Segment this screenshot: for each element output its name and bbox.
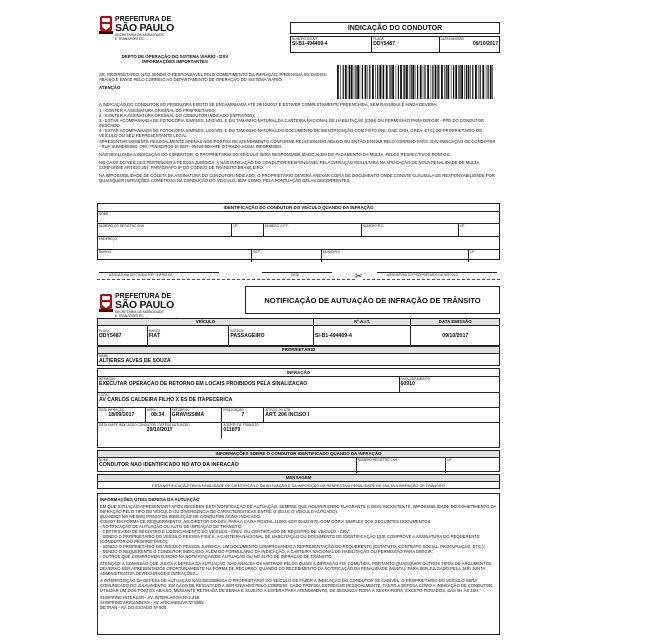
attention-title: ATENÇÃO <box>99 85 121 90</box>
defesa-para: - CERTIFICADO DE REGISTRO E LICENCIAMENTO DO VEÍCULO - CRLV, OU CERTIFICADO DE REGISTRO DE VEÍCULO - CRV; <box>100 529 350 534</box>
secretaria-line-2: E TRANSPORTES <box>115 37 144 41</box>
ait-label: NÚMERO DO AIT <box>292 37 318 41</box>
n-proprietario: ALTIERES ALVES DE SOUZA <box>99 358 171 364</box>
posto-item: SHOPPING INTERLAR - AV. INTERLAGOS Nº 2.255 <box>100 595 200 600</box>
n-infracao-label: INFRAÇÃO <box>99 377 116 381</box>
defesa-para: - SENDO O PROPRIETÁRIO DO VEÍCULO PESSOA FÍSICA, A CARTEIRA NACIONAL DE HABILITAÇÃO OU DOCUMENTO DE IDENTIFICAÇÃO QUE COMPROVE A ASSINATURA DO REQUERENTE (CONDUTOR OU PROPRIETÁRIO); <box>100 534 480 544</box>
attention-item: NÃO REALIZADA A INDICAÇÃO DO CONDUTOR, O PROPRIETÁRIO DO VEÍCULO SERÁ RESPONSABILIZADO ALÉM DO PAGAMENTO DA MULTA, PELOS RESPECTIVOS PONTOS. <box>99 152 451 157</box>
form-nome-field[interactable] <box>98 212 499 224</box>
posto-item: DETRAN - AV. DO ESTADO Nº 900 <box>100 605 167 610</box>
n-placa-label: PLACA <box>99 329 110 333</box>
info-subtitle: INFORMAÇÕES IMPORTANTES <box>142 59 208 64</box>
attention-item: A INDICAÇÃO DO CONDUTOR SÓ PRODUZIRÁ EFEITO SE ENCAMINHADA ATÉ 29/10/2017 E ESTIVER COMPLETAMENTE PREENCHIDA, SEM RASURAS E AINDA DEVERÁ: <box>99 102 438 107</box>
secretaria-line-1: SECRETARIA DE MOBILIDADE <box>115 33 164 37</box>
n-infracao: EXECUTAR OPERACAO DE RETORNO EM LOCAIS PROIBIDOS PELA SINALIZACAO <box>99 381 308 387</box>
form-cpf-label: NÚMERO C.P.F. <box>265 224 289 228</box>
notif-secretaria-2: E TRANSPORTES <box>115 314 144 318</box>
data-value: 09/10/2017 <box>472 41 498 47</box>
n-artigo: ART. 206 INCISO I <box>265 412 310 418</box>
c-nome-label: NOME <box>99 458 109 462</box>
n-data-label: DATA INFRAÇÃO <box>99 408 125 412</box>
form-title: INDICAÇÃO DO CONDUTOR <box>347 25 443 32</box>
form-cnh-field[interactable] <box>98 224 232 236</box>
form-cpf-field[interactable] <box>264 224 362 236</box>
proprietario-header: PROPRIETÁRIO <box>281 347 316 352</box>
n-especie-label: ESPÉCIE <box>230 329 245 333</box>
n-nome-label: NOME <box>99 354 109 358</box>
attention-item: 2 - CONTER A ASSINATURA ORIGINAL DO CONDUTOR INDICADO (INFRATOR); <box>99 113 255 118</box>
sig-condutor-label: ASSINATURA DO CONDUTOR / INFRATOR <box>109 273 173 277</box>
defesa-para: COMO? EM FORMA DE REQUERIMENTO, AO DIRETOR DO DSV, PARA A CAIXA POSTAL 11060, CEP 05422-970, COM CÓPIA SIMPLES DOS SEGUINTES DOCUMENTOS: <box>100 519 432 524</box>
posto-item: SHOPPING ARICANDUVA - AV. ARICANDUVA Nº 5555 <box>100 600 204 605</box>
form-cep-label: CEP <box>253 250 260 254</box>
form-municipio-field[interactable] <box>322 250 469 262</box>
n-placa: DDY5487 <box>99 333 122 339</box>
condutor-info-header: INFORMAÇÕES SOBRE O CONDUTOR IDENTIFICADO QUANDO DA INFRAÇÃO <box>215 451 382 456</box>
notif-city-line-2: SÃO PAULO <box>115 299 174 311</box>
cut-line <box>97 279 500 280</box>
form-bairro-label: BAIRRO <box>99 250 112 254</box>
sig-proprietario-label: ASSINATURA DO PROPRIETÁRIO DO VEÍCULO <box>387 273 459 277</box>
defesa-para: EM QUE SITUAÇÃO APRESENTAR? APÓS RECEBER ESTA NOTIFICAÇÃO DE AUTUAÇÃO, SEMPRE QUE HOUVER ERRO FLAGRANTE (LOCAL INEXISTENTE, IMPOSSIBILIDADE DO COMETIMENTO DA INFRAÇÃO PELO TIPO DO VEÍCULO OU DIVERGÊNCIA DE CARACTERÍSTICAS ENTRE O SEU E O VEÍCULO AUTUADO). <box>100 504 497 514</box>
infracao-block <box>97 368 500 448</box>
n-marca-label: MARCA <box>148 329 161 333</box>
n-pontuacao-label: PONTUAÇÃO <box>223 408 244 412</box>
n-marca: FIAT <box>148 333 160 339</box>
defesa-block <box>97 493 500 635</box>
form-uf-label: UF <box>233 224 238 228</box>
form-rg-field[interactable] <box>362 224 460 236</box>
n-hora-label: HORA <box>146 408 156 412</box>
n-emissao: 09/10/2017 <box>442 333 469 339</box>
form-cep-field[interactable] <box>252 250 322 262</box>
form-uf2-field[interactable] <box>459 224 499 236</box>
proprietario-block <box>97 346 500 366</box>
defesa-para: A INTERPOSIÇÃO DA DEFESA DE AUTUAÇÃO NÃO DESOBRIGA O PROPRIETÁRIO DO VEÍCULO DE FAZER A INDICAÇÃO DO CONDUTOR SE CABÍVEL. O PROPRIETÁRIO DO VEÍCULO SERÁ COMUNICADO DO JULGAMENTO, EM CASO DE RESULTADO A SER ENVIADO PELO CORREIO. CASO PREFIRA ENTREGAR PESSOALMENTE, TANTO A DEFESA COMO A INDICAÇÃO DE CONDUTOR, UTILIZAR UM DOS POSTOS ABAIXO, MEDIANTE RETIRADA DE SENHA E SUJEITO A ESPERA PARA ATENDIMENTO, DE SEGUNDA-FEIRA À SEXTA-FEIRA, EXCETO FERIADOS, DAS 9H ÀS 16H. <box>100 578 494 593</box>
n-agente: 011879 <box>223 427 241 433</box>
n-ait: SI-B1-494409-4 <box>314 333 352 339</box>
form-uf3-label: UF <box>470 250 475 254</box>
infracao-header: INFRAÇÃO <box>286 370 311 375</box>
n-limite: 29/10/2017 <box>146 427 173 433</box>
sig-data-label: DATA <box>291 273 300 277</box>
mensagem-header: MENSAGEM <box>285 475 312 480</box>
ait-value: SI-B1-494409-4 <box>292 41 328 47</box>
c-uf-label: UF <box>447 458 452 462</box>
form-cnh-label: NÚMERO DO REGISTRO CNH <box>99 224 145 228</box>
condutor-form-title: IDENTIFICAÇÃO DO CONDUTOR DO VEÍCULO QUANDO DA INFRAÇÃO <box>223 205 374 210</box>
notif-title-box <box>245 286 500 314</box>
n-artigo-label: ARTIGO DO CTB <box>265 408 291 412</box>
ait-header: Nº A.I.T. <box>354 319 371 324</box>
form-bairro-field[interactable] <box>98 250 252 262</box>
document-page <box>97 10 500 635</box>
condutor-form <box>97 203 500 260</box>
n-pontuacao: 7 <box>241 412 245 418</box>
intro-text: SR. PROPRIETÁRIO, NÃO SENDO O RESPONSÁVEL PELO COMETIMENTO DA INFRAÇÃO, PREENCHA OS DADOS ABAIXO E ENVIE PELO CORREIO AO DEPARTAMENTO DE OPERAÇÃO DO SISTEMA VIÁRIO. <box>99 72 326 82</box>
emissao-header: DATA EMISSÃO <box>438 319 472 324</box>
defesa-para: - OUTROS QUE COMPROVEM O ERRO NA NOTIFICAÇÃO DE AUTUAÇÃO OU NO AUTO DE INFRAÇÃO DE TRÂNSITO. <box>100 554 333 559</box>
attention-item: APRESENTAR SOMENTE PESSOALMENTE APENAS NOS POSTOS DE ATENDIMENTO CONFORME RELACIONADO ABAIXO OU ENTÃO ENVIAR PELO CORREIO PARA: DSV-INDICAÇÃO DE CONDUTOR - RUA SUMIDOURO, 740 - PINHEIROS 6º SEP - 05428-900 ATÉ O PRAZO ACIMA INFORMADO. <box>99 139 496 149</box>
n-local-label: LOCAL <box>99 393 110 397</box>
n-especie: PASSAGEIRO <box>230 333 265 339</box>
city-line-2: SÃO PAULO <box>115 22 174 34</box>
c-nome: CONDUTOR NAO IDENTIFICADO NO ATO DA INFRACAO <box>99 462 239 468</box>
defesa-para: - NOTIFICAÇÃO DE AUTUAÇÃO OU AUTO DE INFRAÇÃO DE TRÂNSITO; <box>100 524 243 529</box>
sao-paulo-coat-of-arms-icon-2 <box>99 292 113 314</box>
n-natureza: GRAVISSIMA <box>171 412 205 418</box>
form-endereco-field[interactable] <box>98 237 499 250</box>
form-uf2-label: UF <box>460 224 465 228</box>
defesa-para: QUANDO? NO MESMO PRAZO DA INDICAÇÃO DE CONDUTOR ACIMA INDICADO. <box>100 514 261 519</box>
n-enquadramento-label: ENQUADRAMENTO <box>400 377 431 381</box>
notif-secretaria-1: SECRETARIA DE MOBILIDADE <box>115 310 164 314</box>
c-cnh-label: NÚMERO REGISTRO CNH <box>357 458 398 462</box>
form-nome-label: NOME <box>99 212 109 216</box>
barcode <box>335 65 495 99</box>
form-uf3-field[interactable] <box>469 250 499 262</box>
defesa-para: ATENÇÃO: A COMISSÃO QUE JULGA A DEFESA DA AUTUAÇÃO, NÃO ANALISA OS MOTIVOS PELOS QUAIS A INFRAÇÃO FOI COMETIDA. PORTANTO QUAISQUER OUTROS TIPOS DE ARGUMENTOS DEVERÃO SER APRESENTADOS OPORTUNAMENTE NA FORMA DE RECURSO, QUANDO DO RECEBIMENTO DA NOTIFICAÇÃO DA PENALIDADE (MULTA), PARA SER JULGADO PELA JARI JUNTA ADMINISTRATIVA DE RECURSOS E INFRAÇÕES. <box>100 561 492 576</box>
form-municipio-label: MUNICÍPIO <box>322 250 340 254</box>
attention-item: 4 - ESTAR ACOMPANHADA DE FOTOCÓPIA SIMPLES, LEGÍVEL E EM TAMANHO NATURAL DO DOCUMENTO DE IDENTIFICAÇÃO COM FOTO (RG, OAB, CNH, CREA, ETC) DO PROPRIETÁRIO DO VEÍCULO OU SEU REPRESENTANTE LEGAL. <box>99 128 482 138</box>
condutor-info-block <box>97 450 500 472</box>
attention-item: 3 - ESTAR ACOMPANHADA DE FOTOCÓPIA SIMPLES, LEGÍVEL E EM TAMANHO NATURAL DA CARTEIRA NACIONAL DE HABILITAÇÃO (CNH) OU PERMISSÃO PARA DIRIGIR - PPD DO CONDUTOR INDICADO. <box>99 118 485 128</box>
notif-title: NOTIFICAÇÃO DE AUTUAÇÃO DE INFRAÇÃO DE TRÂNSITO <box>264 296 481 305</box>
mensagem-block <box>97 474 500 489</box>
n-agente-label: AGENTE DE TRÂNSITO <box>223 423 259 427</box>
depto-title: DEPTO DE OPERAÇÃO DO SISTEMA VIÁRIO - DSV <box>121 54 229 59</box>
form-endereco-label: ENDEREÇO <box>99 237 118 241</box>
defesa-para: - SENDO O REQUERENTE O CONDUTOR INDICADO, ALÉM DO FORMULÁRIO DA INDICAÇÃO, A CARTEIRA NACIONAL DE HABILITAÇÃO OU PERMISSÃO PARA DIRIGIR; <box>100 549 433 554</box>
n-hora: 08:34 <box>151 412 165 418</box>
form-rg-label: NÚMERO R.G. <box>362 224 385 228</box>
attention-list <box>99 102 497 183</box>
attention-item: NA IMPOSSIBILIDADE DE COLETA DA ASSINATURA DO CONDUTOR INDICADO, O PROPRIETÁRIO DEVERÁ ANEXAR CÓPIA DE DOCUMENTO ONDE CONSTE CLÁUSULA DE RESPONSABILIDADE POR QUAISQUER INFRAÇÕES COMETIDAS NA CONDUÇÃO DO VEÍCULO, BEM COMO, PELA PONTUAÇÃO DELAS DECORRENTES. <box>99 173 495 183</box>
form-uf-field[interactable] <box>232 224 264 236</box>
attention-item: NO CASO DO VEÍCULO PERTENCER A PESSOA JURÍDICA, A NÃO INDICAÇÃO DO CONDUTOR RESPONSÁVEL PELA INFRAÇÃO RESULTARÁ NA APLICAÇÃO DE NOVA PENALIDADE DE MULTA, CONFORME ARTIGO 257, PARÁGRAFO 8º DO CÓDIGO DE TRÂNSITO BRASILEIRO. <box>99 160 481 170</box>
scissors-icon: ✂ <box>355 271 363 281</box>
notif-city-line-1: PREFEITURA DE <box>115 293 172 300</box>
city-line-1: PREFEITURA DE <box>115 16 172 23</box>
veiculo-block <box>97 318 500 346</box>
n-limite-label: DATA LIMITE INDICAÇÃO CONDUTOR / DEFESA AUTUAÇÃO <box>99 423 190 427</box>
sao-paulo-coat-of-arms-icon <box>99 14 113 36</box>
placa-label: PLACA <box>373 37 384 41</box>
defesa-para: - SENDO O PROPRIETÁRIO DO VEÍCULO PESSOA JURÍDICA, UM DOCUMENTO COMPROVANDO A REPRESENTAÇÃO DO REQUERENTE (ESTATUTO, CONTRATO SOCIAL, PROCURAÇÃO, ETC.); <box>100 544 485 549</box>
form-ids-row <box>290 36 500 53</box>
defesa-title: INFORMAÇÕES ÚTEIS DEFESA DA AUTUAÇÃO <box>100 497 200 502</box>
n-data: 18/09/2017 <box>108 412 135 418</box>
form-title-box <box>290 22 500 34</box>
n-local: AV CARLOS CALDEIRA FILHO X ES DE ITAPECERICA <box>99 397 233 403</box>
veiculo-header: VEÍCULO <box>195 319 216 324</box>
mensagem-text: ESTA NOTIFICAÇÃO TEM A FINALIDADE DE CIENTIFICÁ-LO DA AUTUAÇÃO E DA IMPOSIÇÃO DA RESPECTIVA PENALIDADE DE MULTA A INFRAÇÃO DE TRÂNSITO <box>152 484 445 488</box>
data-label: DATA EMISSÃO <box>440 37 464 41</box>
n-natureza-label: NATUREZA <box>171 408 189 412</box>
placa-value: DDY5487 <box>373 41 395 47</box>
attention-item: 1 - CONTER A ASSINATURA ORIGINAL DO PROPRIETÁRIO; <box>99 108 216 113</box>
n-enquadramento: 60910 <box>400 381 415 387</box>
